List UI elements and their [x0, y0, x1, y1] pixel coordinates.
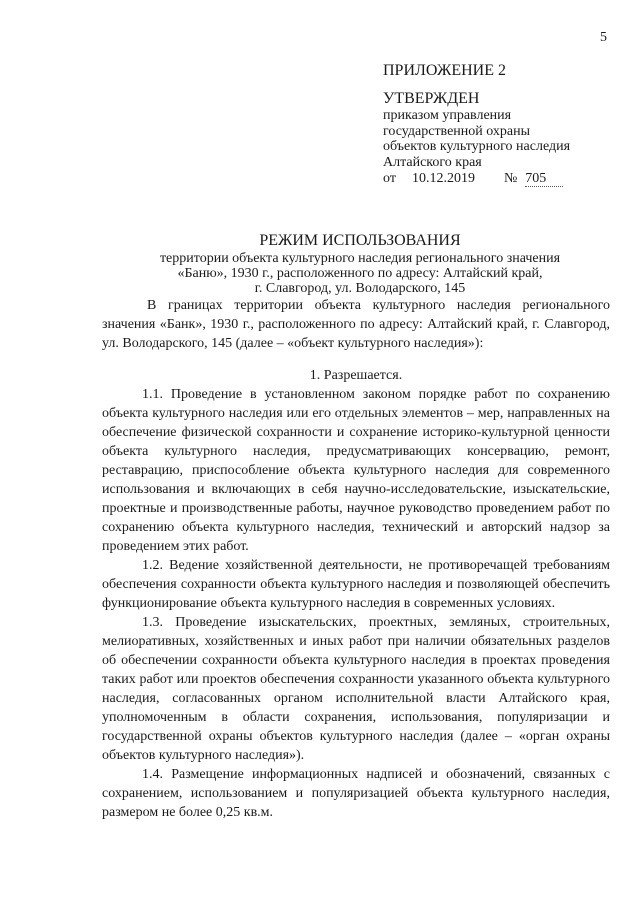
title-line-3: г. Славгород, ул. Володарского, 145 — [254, 281, 466, 296]
order-line-4: Алтайского края — [383, 154, 482, 170]
title-line-2: «Баню», 1930 г., расположенного по адресу: Алтайский край, — [177, 266, 543, 281]
clause-1-2: 1.2. Ведение хозяйственной деятельности, не противоречащей требованиям обеспечения сохранности объекта культурного наследия и позволяющей обеспечить функционирование объекта культурного наследия в современных условиях. — [102, 558, 610, 611]
order-line-1: приказом управления — [383, 108, 512, 123]
order-date-row — [383, 171, 623, 187]
document-title: РЕЖИМ ИСПОЛЬЗОВАНИЯ — [259, 232, 461, 249]
clause-1-1: 1.1. Проведение в установленном законом порядке работ по сохранению объекта культурного наследия или его отдельных элементов – мер, направленных на обеспечение физической сохранности и сохранение историко-культурной ценности объекта культурного наследия, предусматривающих консервацию, ремонт, реставрацию, приспособление объекта культурного наследия для современного использования и включающих в себя научно-исследовательские, изыскательские, проектные и производственные работы, научное руководство проведением работ по сохранению объекта культурного наследия, технический и авторский надзор за проведением этих работ. — [102, 387, 610, 554]
clause-1-3: 1.3. Проведение изыскательских, проектных, земляных, строительных, мелиоративных, хозяйственных и иных работ при наличии обязательных разделов об обеспечении сохранности объекта культурного наследия в проектах проведения таких работ или проектов обеспечения сохранности указанного объекта культурного наследия, согласованных органом исполнительной власти Алтайского края, уполномоченным в области сохранения, использования, популяризации и государственной охраны объектов культурного наследия (далее – «орган охраны объектов культурного наследия»). — [102, 615, 610, 763]
page-number: 5 — [600, 30, 607, 45]
order-number: 705 — [525, 171, 563, 187]
order-line-2: государственной охраны — [383, 123, 531, 139]
order-line-3: объектов культурного наследия — [383, 139, 571, 154]
clause-1-4: 1.4. Размещение информационных надписей и обозначений, связанных с сохранением, использованием и популяризацией объекта культурного наследия, размером не более 0,25 кв.м. — [102, 767, 610, 820]
date-prefix: от — [383, 171, 396, 186]
order-date: 10.12.2019 — [411, 171, 475, 186]
approved-label: УТВЕРЖДЕН — [383, 90, 480, 107]
document-title-block — [100, 232, 620, 296]
section-heading: 1. Разрешается. — [309, 368, 403, 383]
approval-block — [383, 62, 623, 187]
number-label: № — [503, 171, 518, 186]
document-body — [102, 296, 610, 822]
title-line-1: территории объекта культурного наследия регионального значения — [159, 251, 561, 266]
appendix-label: ПРИЛОЖЕНИЕ 2 — [383, 62, 507, 79]
intro-paragraph: В границах территории объекта культурного наследия регионального значения «Банк», 1930 г., расположенного по адресу: Алтайский край, г. Славгород, ул. Володарского, 145 (далее – «объект культурного наследия»): — [102, 298, 610, 351]
